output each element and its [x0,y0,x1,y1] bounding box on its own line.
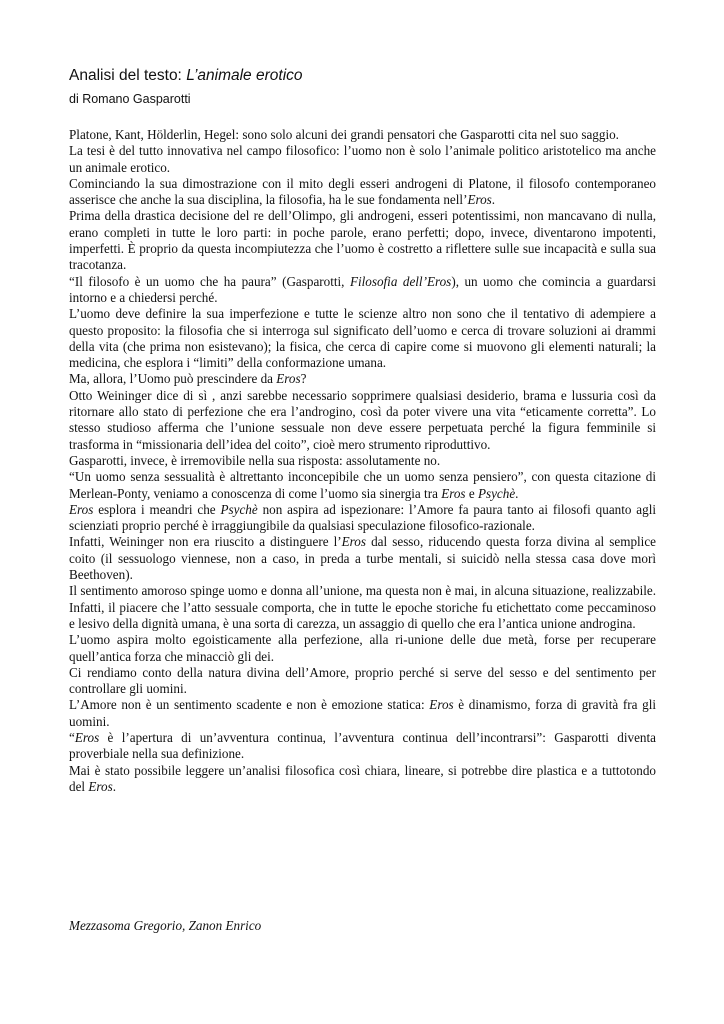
italic-text: Psychè [477,485,516,501]
paragraph [69,208,656,273]
italic-text: Eros [467,192,492,208]
italic-text: Eros [276,371,301,387]
italic-text: Psychè [220,501,258,517]
text-run: esplora i meandri che [93,501,221,517]
text-run: Il sentimento amoroso spinge uomo e donna all’unione, ma questa non è mai, in alcuna situazione, realizzabile. Infatti, il piacere che l’atto sessuale comporta, che in tutte le epoche storiche fu etichettato come peccaminoso e lesivo della dignità umana, è una sorta di carezza, un assaggio di quello che era l’antica unione androgina. [69,583,656,631]
italic-text: Eros [69,501,94,517]
text-run: Mai è stato possibile leggere un’analisi filosofica così chiara, lineare, si potrebbe dire plastica e a tuttotondo del [69,762,656,794]
paragraph [69,371,656,387]
text-run: Prima della drastica decisione del re dell’Olimpo, gli androgeni, esseri potentissimi, non mancavano di nulla, erano completi in tutte le loro parti: in poche parole, erano perfetti; dopo, invece, diventarono impotenti, imperfetti. È proprio da questa incompiutezza che l’uomo è costretto a riflettere sulle sue incapacità e sulla sua tracotanza. [69,208,656,273]
paragraph [69,388,656,453]
italic-text: Eros [441,485,466,501]
italic-text: Eros [74,729,100,745]
text-run: Ma, allora, l’Uomo può prescindere da [69,371,277,387]
text-run: Ci rendiamo conto della natura divina dell’Amore, proprio perché si serve del sesso e del sentimento per controllare gli uomini. [69,664,656,697]
text-run: Gasparotti, invece, è irremovibile nella sua risposta: assolutamente no. [69,452,441,468]
italic-text: Eros [88,778,113,794]
text-run: Platone, Kant, Hölderlin, Hegel: sono solo alcuni dei grandi pensatori che Gasparotti cita nel suo saggio. [69,127,619,142]
italic-text: Eros [429,697,454,713]
text-run: Infatti, Weininger non era riuscito a distinguere l’ [69,534,342,550]
document-title [69,67,303,85]
text-run: ? [300,371,307,387]
text-run: è dinamismo, forza di gravità fra gli uomini. [69,697,656,729]
text-run: Otto Weininger dice di sì , anzi sarebbe necessario sopprimere qualsiasi desiderio, brama e lussuria così da ritornare allo stato di perfezione che era l’androgino, così da poter vivere una vita “eticamente corretta”. Lo stesso studioso afferma che l’unione sessuale non deve essere perpetuata perché la figura femminile si trasforma in “missionaria dell’idea del coito”, cioè mero strumento riproduttivo. [69,387,656,452]
text-run: Cominciando la sua dimostrazione con il mito degli esseri androgeni di Platone, il filosofo contemporaneo asserisce che anche la sua disciplina, la filosofia, ha le sue fondamenta nell’ [69,175,656,208]
text-run: . [515,485,519,501]
paragraph [69,176,656,209]
text-run: “Un uomo senza sessualità è altrettanto inconcepibile che un uomo senza pensiero”, con questa citazione di Merlean-Ponty, veniamo a conoscenza di come l’uomo sia sinergia tra [69,469,656,501]
text-run: è l’apertura di un’avventura continua, l’avventura continua dell’incontrarsi”: Gasparotti diventa proverbiale nella sua definizione. [69,729,656,762]
paragraph [69,632,656,665]
paragraph [69,502,656,535]
paragraph [69,730,656,763]
paragraph [69,583,656,632]
text-run: “ [69,729,75,745]
paragraph [69,453,656,469]
text-run: e [465,485,478,501]
document-body [69,127,656,795]
text-run: . [491,192,496,208]
text-run: dal sesso, riducendo questa forza divina al semplice coito (il sessuologo viennese, non a caso, in preda a turbe mentali, si suicidò nella stessa casa dove morì Beethoven). [69,534,656,583]
paragraph [69,274,656,307]
text-run: L’Amore non è un sentimento scadente e non è emozione statica: [69,697,430,713]
paragraph [69,665,656,698]
italic-text: Eros [341,534,366,550]
text-run: L’uomo aspira molto egoisticamente alla perfezione, alla ri-unione delle due metà, forse per recuperare quell’antica forza che minacciò gli dei. [69,632,656,664]
paragraph [69,534,656,583]
text-run: “Il filosofo è un uomo che ha paura” (Gasparotti, [69,273,350,289]
italic-text: Filosofia dell’Eros [349,273,452,289]
document-signature: Mezzasoma Gregorio, Zanon Enrico [69,918,262,933]
paragraph [69,697,656,730]
text-run: ), un uomo che comincia a guardarsi intorno e a chiedersi perché. [69,273,656,305]
paragraph [69,763,656,796]
paragraph [69,469,656,502]
document-author-line: di Romano Gasparotti [69,92,191,106]
paragraph [69,127,656,143]
text-run: non aspira ad ispezionare: l’Amore fa paura tanto ai filosofi quanto agli scienziati proprio perché è irraggiungibile da qualsiasi speculazione filosofico-razionale. [69,501,657,534]
text-run: La tesi è del tutto innovativa nel campo filosofico: l’uomo non è solo l’animale politico aristotelico ma anche un animale erotico. [69,143,656,175]
paragraph [69,143,656,176]
paragraph [69,306,656,371]
title-prefix: Analisi del testo: [69,67,187,84]
text-run: . [112,778,116,794]
text-run: L’uomo deve definire la sua imperfezione e tutte le scienze altro non sono che il tentativo di adempiere a questo proposito: la filosofia che si interroga sul significato dell’uomo e cerca di trovare soluzioni ai drammi della vita (che prima non esistevano); la fisica, che cerca di capire come si muovono gli elementi naturali; la medicina, che esplora i “limiti” della conformazione umana. [69,306,656,371]
title-book-name: L’animale erotico [186,67,303,84]
